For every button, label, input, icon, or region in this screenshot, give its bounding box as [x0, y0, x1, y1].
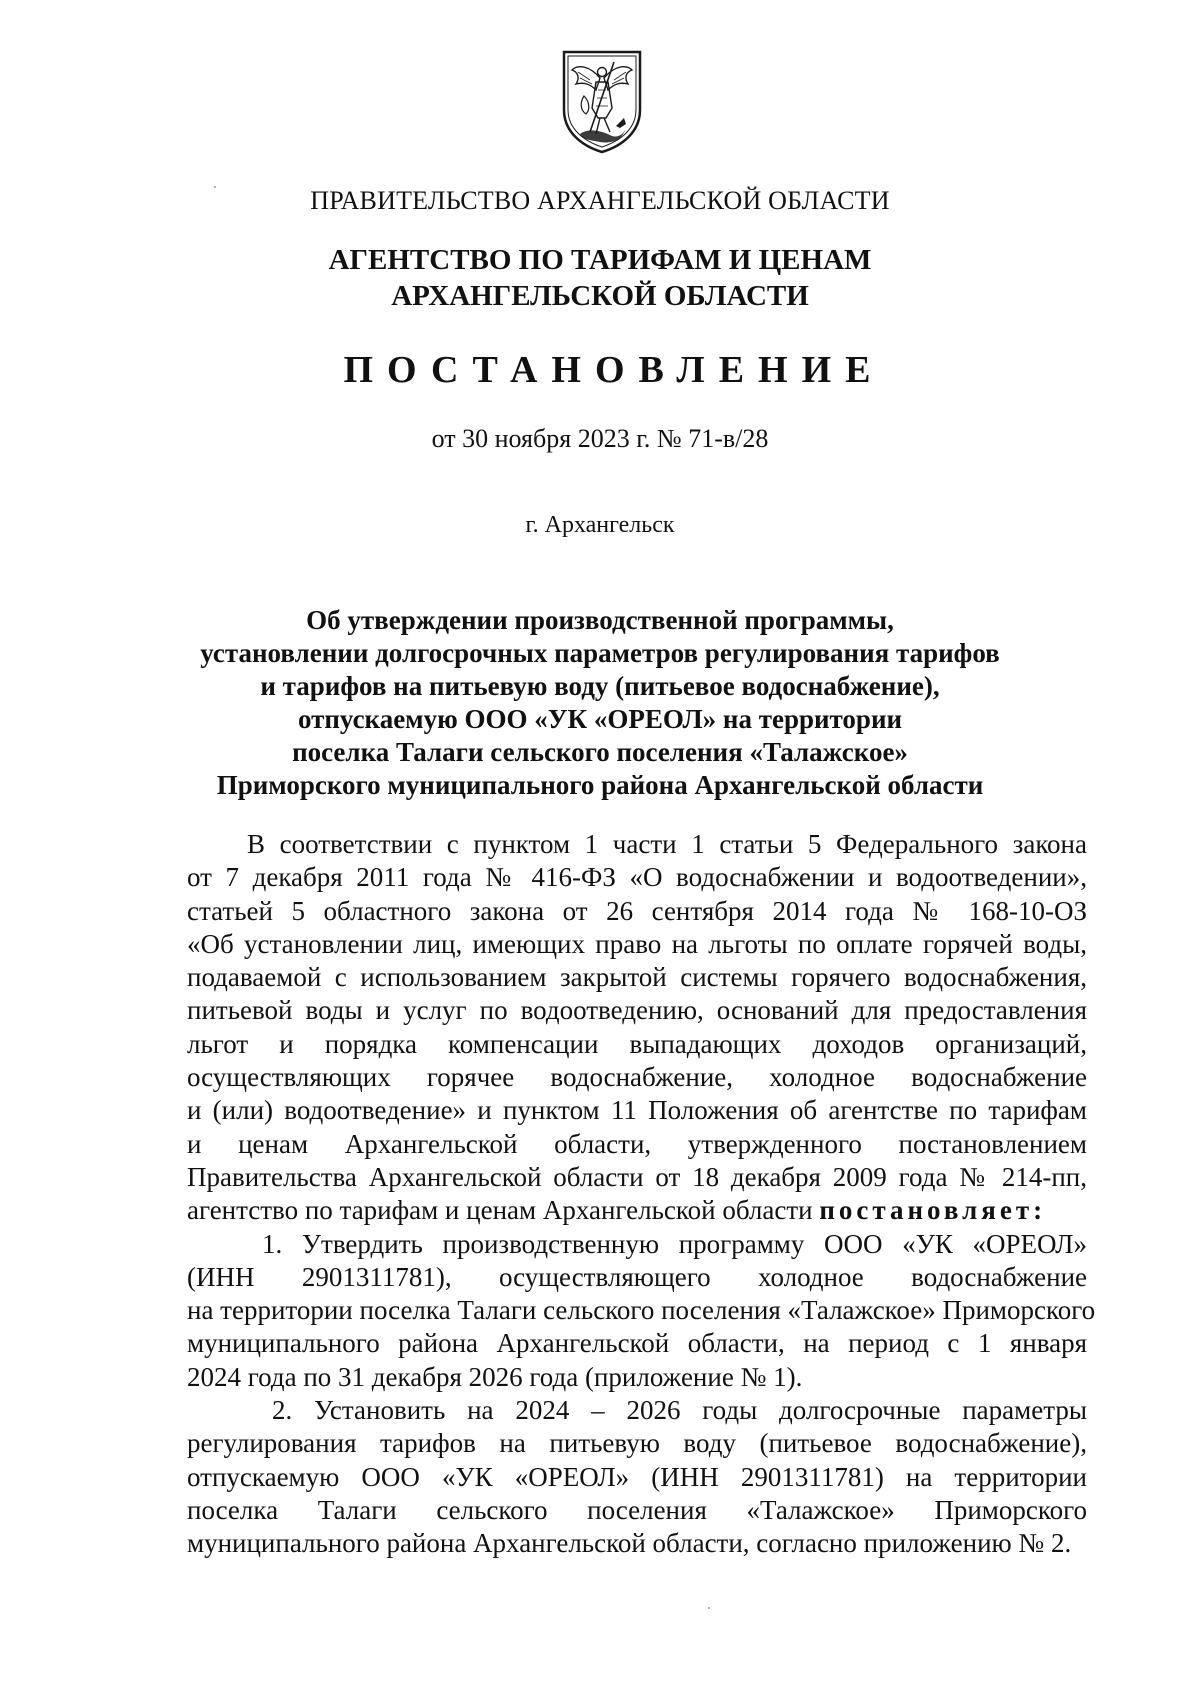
- body-line: 1. Утвердить производственную программу ООО «УК «ОРЕОЛ»: [262, 1228, 1087, 1259]
- document-title: [0, 604, 1200, 802]
- title-line: Об утверждении производственной программы,: [306, 605, 894, 635]
- agency-name-line-1: АГЕНТСТВО ПО ТАРИФАМ И ЦЕНАМ: [328, 244, 872, 276]
- body-line: питьевой воды и услуг по водоотведению, оснований для предоставления: [187, 995, 1087, 1026]
- decree-word: постановляет:: [819, 1195, 1047, 1226]
- scan-speck: [708, 1607, 710, 1609]
- body-line: «Об установлении лиц, имеющих право на льготы по оплате горячей воды,: [187, 928, 1087, 959]
- title-line: и тарифов на питьевую воду (питьевое водоснабжение),: [260, 671, 940, 701]
- body-line: В соответствии с пунктом 1 части 1 статьи 5 Федерального закона: [247, 829, 1087, 859]
- body-line: и (или) водоотведение» и пунктом 11 Положения об агентстве по тарифам: [187, 1095, 1087, 1126]
- agency-name-line-2: АРХАНГЕЛЬСКОЙ ОБЛАСТИ: [391, 280, 809, 312]
- body-line: Правительства Архангельской области от 18 декабря 2009 года № 214-пп,: [187, 1161, 1087, 1192]
- coat-of-arms-icon: [560, 48, 644, 156]
- title-line: установлении долгосрочных параметров регулирования тарифов: [200, 638, 1000, 668]
- document-body: [187, 828, 1096, 1561]
- item-2-paragraph: [187, 1394, 1087, 1560]
- body-line: 2. Установить на 2024 – 2026 годы долгосрочные параметры: [272, 1395, 1087, 1426]
- body-line: и ценам Архангельской области, утвержденного постановлением: [187, 1128, 1087, 1159]
- body-line: муниципального района Архангельской области, на период с 1 января: [187, 1328, 1087, 1359]
- preamble-final-prefix: агентство по тарифам и ценам Архангельской области: [187, 1195, 813, 1226]
- document-date-number: от 30 ноября 2023 г. № 71-в/28: [431, 424, 769, 453]
- government-name: ПРАВИТЕЛЬСТВО АРХАНГЕЛЬСКОЙ ОБЛАСТИ: [310, 186, 890, 215]
- item-1-paragraph: [187, 1228, 1096, 1394]
- body-line: (ИНН 2901311781), осуществляющего холодное водоснабжение: [187, 1261, 1087, 1292]
- title-line: Приморского муниципального района Архангельской области: [216, 770, 984, 800]
- body-line: регулирования тарифов на питьевую воду (питьевое водоснабжение),: [187, 1428, 1087, 1459]
- body-line: от 7 декабря 2011 года № 416-ФЗ «О водоснабжении и водоотведении»,: [187, 862, 1087, 893]
- scan-speck: [214, 186, 216, 188]
- body-line-final: [187, 1194, 1087, 1227]
- title-line: отпускаемую ООО «УК «ОРЕОЛ» на территории: [297, 704, 903, 734]
- body-line: льгот и порядка компенсации выпадающих доходов организаций,: [187, 1028, 1087, 1059]
- body-line: 2024 года по 31 декабря 2026 года (приложение № 1).: [187, 1361, 803, 1392]
- body-line: муниципального района Архангельской области, согласно приложению № 2.: [187, 1528, 1072, 1559]
- agency-name: [0, 242, 1200, 314]
- body-line: поселка Талаги сельского поселения «Талажское» Приморского: [187, 1494, 1087, 1525]
- title-line: поселка Талаги сельского поселения «Талажское»: [292, 737, 908, 767]
- body-line: отпускаемую ООО «УК «ОРЕОЛ» (ИНН 2901311781) на территории: [187, 1461, 1087, 1492]
- body-line: на территории поселка Талаги сельского поселения «Талажское» Приморского: [187, 1295, 1096, 1326]
- document-city: г. Архангельск: [525, 512, 675, 538]
- body-line: статьей 5 областного закона от 26 сентября 2014 года № 168-10-ОЗ: [187, 895, 1087, 926]
- document-type-heading: ПОСТАНОВЛЕНИЕ: [343, 349, 885, 391]
- preamble-paragraph: [187, 828, 1087, 1228]
- body-line: подаваемой с использованием закрытой системы горячего водоснабжения,: [187, 962, 1087, 993]
- body-line: осуществляющих горячее водоснабжение, холодное водоснабжение: [187, 1062, 1087, 1093]
